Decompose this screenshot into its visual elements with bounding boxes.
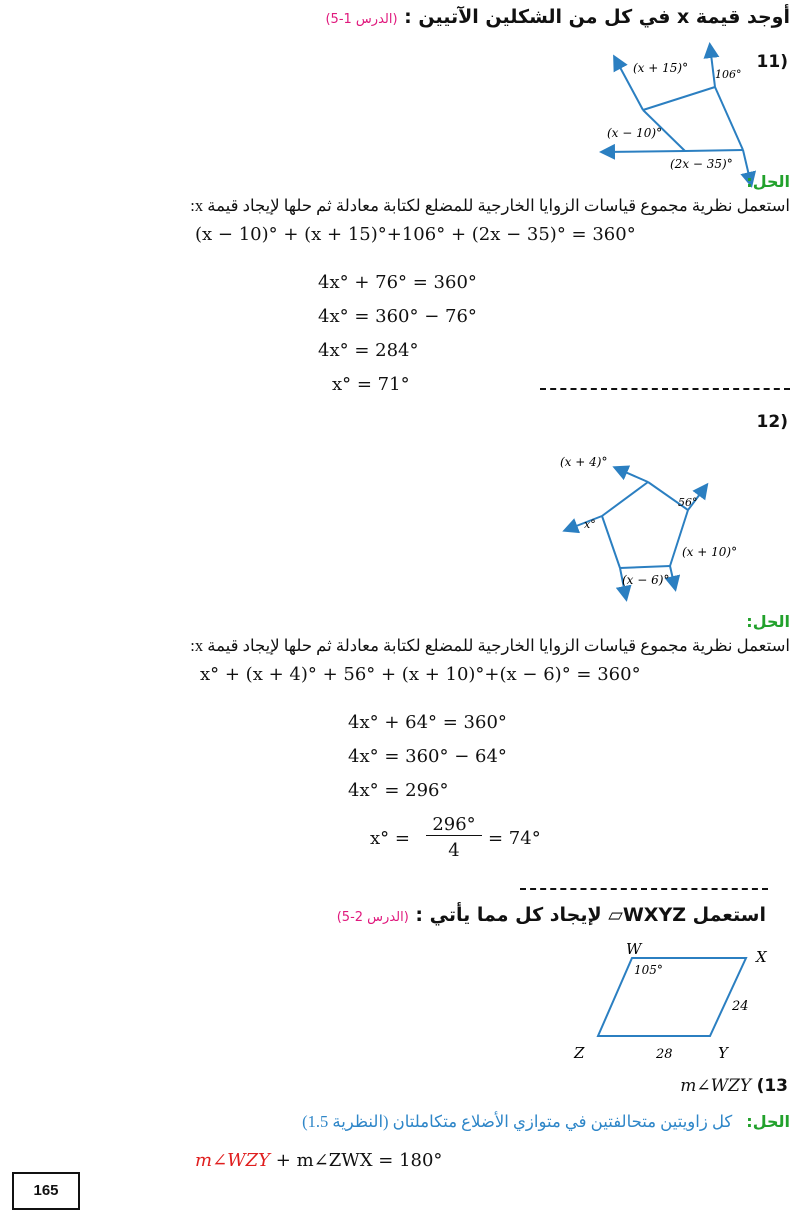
pent-label-a: (x + 4)° xyxy=(560,455,608,469)
quad-side-top xyxy=(643,87,715,110)
angle-w-label: 105° xyxy=(634,963,663,977)
divider-1 xyxy=(540,388,790,390)
section-heading-1-text: أوجد قيمة x في كل من الشكلين الآتيين : xyxy=(404,6,790,28)
pent-label-e: (x − 6)° xyxy=(622,573,670,587)
eq-11-1: (x − 10)° + (x + 15)°+106° + (2x − 35)° = 360° xyxy=(195,224,636,245)
eq-12-1: x° + (x + 4)° + 56° + (x + 10)°+(x − 6)° = 360° xyxy=(200,664,641,685)
eq-12-2: 4x° + 64° = 360° xyxy=(348,712,507,733)
pent-side-4 xyxy=(602,516,620,568)
eq-12-5-num: 296° xyxy=(426,814,482,836)
problem-13-prompt: m∠WZY xyxy=(680,1076,752,1096)
quad-label-b: 106° xyxy=(715,68,742,81)
page-number: 165 xyxy=(12,1172,80,1210)
solution-label-11: الحل: xyxy=(746,172,790,191)
problem-13-solution xyxy=(302,1112,790,1132)
eq-12-5-lhs: x° = xyxy=(370,828,410,849)
figure-quadrilateral xyxy=(595,40,765,190)
eq-11-3: 4x° = 360° − 76° xyxy=(318,306,477,327)
eq-12-4: 4x° = 296° xyxy=(348,780,449,801)
eq-11-2: 4x° + 76° = 360° xyxy=(318,272,477,293)
eq-13-rest: + m∠ZWX = 180° xyxy=(270,1150,443,1171)
solution-label-12: الحل: xyxy=(746,612,790,631)
problem-12-intro: استعمل نظرية مجموع قياسات الزوايا الخارجية للمضلع لكتابة معادلة ثم حلها لإيجاد قيمة x: xyxy=(190,636,790,655)
section-heading-2-text: استعمل WXYZ▱ لإيجاد كل مما يأتي : xyxy=(415,904,766,926)
problem-13-line xyxy=(680,1076,788,1096)
problem-13-hint: كل زاويتين متحالفتين في متوازي الأضلاع متكاملتان (النظرية 1.5) xyxy=(302,1112,733,1131)
section-heading-1 xyxy=(325,6,790,28)
lesson-ref-2: (الدرس 2-5) xyxy=(336,910,409,925)
quad-ray-4 xyxy=(603,151,685,152)
eq-13-1 xyxy=(195,1150,442,1171)
pent-ray-1 xyxy=(616,468,648,482)
eq-12-5-den: 4 xyxy=(448,840,460,861)
problem-11-number: (11 xyxy=(756,52,788,72)
problem-12-number: (12 xyxy=(756,412,788,432)
lesson-ref-1: (الدرس 1-5) xyxy=(325,12,398,27)
problem-11-intro: استعمل نظرية مجموع قياسات الزوايا الخارجية للمضلع لكتابة معادلة ثم حلها لإيجاد قيمة x: xyxy=(190,196,790,215)
eq-12-3: 4x° = 360° − 64° xyxy=(348,746,507,767)
pent-side-5 xyxy=(602,482,648,516)
parallelogram-shape xyxy=(598,958,746,1036)
quad-label-a: (x + 15)° xyxy=(633,61,689,75)
section-heading-2 xyxy=(337,904,766,926)
vertex-z: Z xyxy=(574,1044,585,1062)
vertex-y: Y xyxy=(718,1044,728,1062)
divider-2 xyxy=(520,888,768,890)
figure-parallelogram xyxy=(562,942,782,1072)
pent-side-3 xyxy=(620,566,670,568)
pent-label-b: 56° xyxy=(678,496,698,509)
quad-side-right xyxy=(715,87,743,150)
pent-ray-3 xyxy=(670,566,675,588)
pent-label-d: (x + 10)° xyxy=(682,545,738,559)
figure-pentagon xyxy=(560,398,740,608)
solution-label-13: الحل: xyxy=(746,1112,790,1131)
eq-13-colored: m∠WZY xyxy=(195,1150,271,1171)
pent-label-c: x° xyxy=(584,518,596,531)
quad-label-d: (2x − 35)° xyxy=(670,157,733,171)
vertex-w: W xyxy=(626,942,642,958)
eq-11-5: x° = 71° xyxy=(332,374,410,395)
quad-label-c: (x − 10)° xyxy=(607,126,663,140)
quad-side-bottom xyxy=(685,150,743,151)
vertex-x: X xyxy=(756,948,767,966)
eq-12-5-rhs: = 74° xyxy=(488,828,541,849)
side-xy-label: 24 xyxy=(732,999,749,1014)
side-zy-label: 28 xyxy=(656,1047,673,1062)
problem-13-number: (13 xyxy=(756,1076,788,1096)
eq-11-4: 4x° = 284° xyxy=(318,340,419,361)
